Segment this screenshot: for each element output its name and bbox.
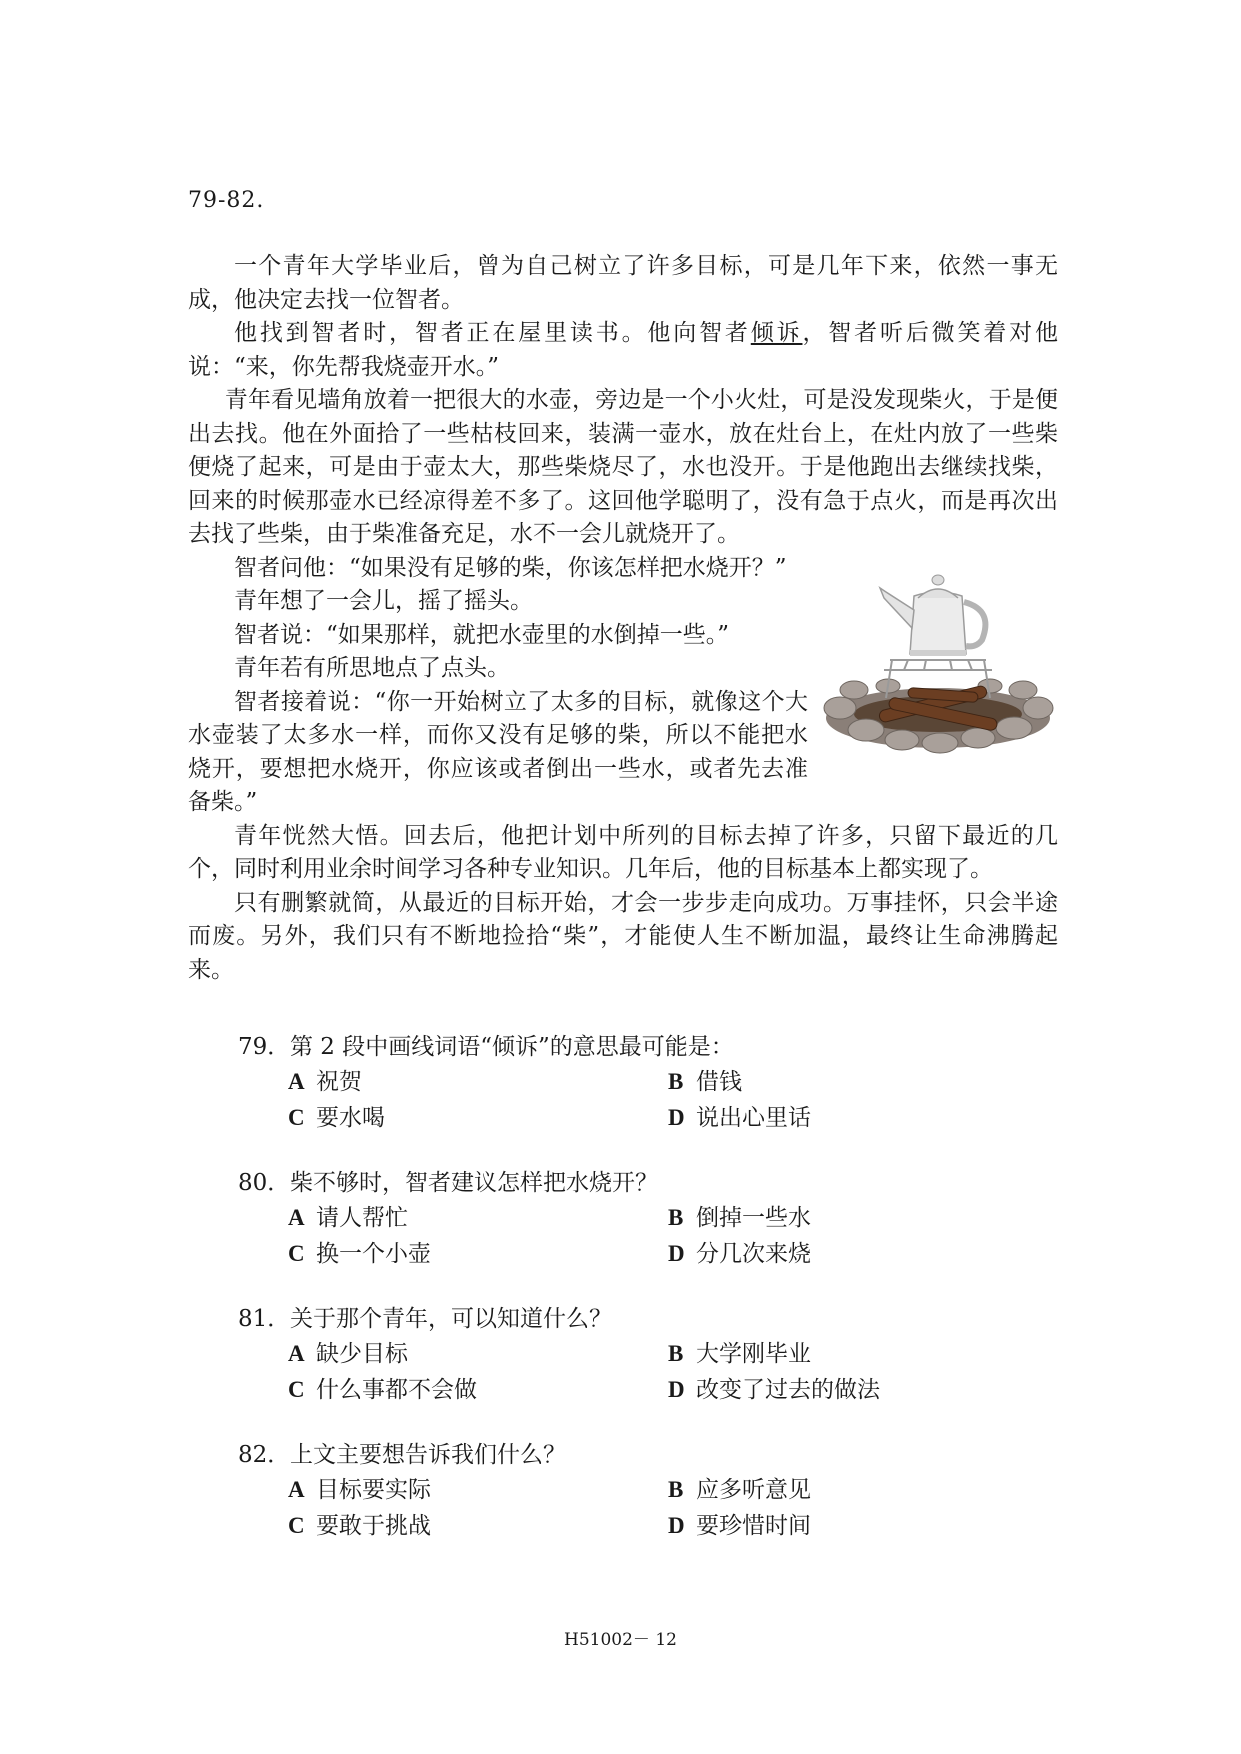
passage-paragraph-1: 一个青年大学毕业后，曾为自己树立了许多目标，可是几年下来，依然一事无成，他决定去找一位智者。 — [188, 253, 1058, 313]
option-grid — [288, 1472, 958, 1544]
option-letter: B — [668, 1477, 684, 1502]
question-stem — [238, 1030, 958, 1064]
passage-paragraph-7: 青年若有所思地点了点头。 — [234, 655, 510, 681]
question-79 — [238, 1030, 958, 1136]
passage-paragraph-9: 青年恍然大悟。回去后，他把计划中所列的目标去掉了许多，只留下最近的几个，同时利用业余时间学习各种专业知识。几年后，他的目标基本上都实现了。 — [188, 822, 1058, 882]
passage-paragraph-5: 青年想了一会儿，摇了摇头。 — [234, 588, 533, 614]
option-letter: A — [288, 1341, 305, 1366]
question-82 — [238, 1438, 958, 1544]
p2-after: ，智者听后微笑着对他说：“来，你先帮我烧壶开水。” — [188, 320, 1059, 380]
option-letter: C — [288, 1241, 305, 1266]
question-80 — [238, 1166, 958, 1272]
option-c[interactable] — [288, 1100, 668, 1136]
option-text: 应多听意见 — [696, 1477, 811, 1503]
option-text: 缺少目标 — [316, 1341, 408, 1367]
option-b[interactable] — [668, 1336, 968, 1372]
option-text: 要敢于挑战 — [316, 1513, 431, 1539]
option-letter: C — [288, 1377, 305, 1402]
option-text: 借钱 — [696, 1069, 742, 1095]
option-letter: C — [288, 1513, 305, 1538]
option-b[interactable] — [668, 1200, 968, 1236]
underlined-word: 倾诉 — [750, 320, 803, 346]
option-d[interactable] — [668, 1100, 968, 1136]
option-c[interactable] — [288, 1508, 668, 1544]
option-letter: D — [668, 1513, 685, 1538]
passage-paragraph-2 — [188, 317, 1058, 384]
option-grid — [288, 1200, 958, 1272]
question-text: 第 2 段中画线词语“倾诉”的意思最可能是： — [290, 1034, 734, 1060]
option-letter: D — [668, 1105, 685, 1130]
question-text: 柴不够时，智者建议怎样把水烧开？ — [290, 1170, 658, 1196]
option-text: 要珍惜时间 — [696, 1513, 811, 1539]
option-text: 分几次来烧 — [696, 1241, 811, 1267]
illustrated-section — [188, 552, 1058, 820]
question-stem — [238, 1302, 958, 1336]
question-number: 81． — [238, 1306, 291, 1332]
option-b[interactable] — [668, 1064, 968, 1100]
option-grid — [288, 1336, 958, 1408]
option-letter: B — [668, 1069, 684, 1094]
option-a[interactable] — [288, 1472, 668, 1508]
option-text: 倒掉一些水 — [696, 1205, 811, 1231]
option-c[interactable] — [288, 1236, 668, 1272]
question-number: 79． — [238, 1034, 291, 1060]
passage-paragraph-10: 只有删繁就简，从最近的目标开始，才会一步步走向成功。万事挂怀，只会半途而废。另外，我们只有不断地捡拾“柴”，才能使人生不断加温，最终让生命沸腾起来。 — [188, 889, 1058, 983]
question-range: 79-82. — [188, 188, 265, 213]
question-81 — [238, 1302, 958, 1408]
option-text: 什么事都不会做 — [316, 1377, 477, 1403]
option-letter: A — [288, 1205, 305, 1230]
option-letter: A — [288, 1477, 305, 1502]
option-a[interactable] — [288, 1064, 668, 1100]
option-text: 大学刚毕业 — [696, 1341, 811, 1367]
kettle-over-campfire-illustration — [818, 558, 1058, 758]
option-letter: B — [668, 1205, 684, 1230]
option-text: 说出心里话 — [696, 1105, 811, 1131]
question-list — [238, 1030, 958, 1574]
passage-paragraph-8: 智者接着说：“你一开始树立了太多的目标，就像这个大水壶装了太多水一样，而你又没有足够的柴，所以不能把水烧开，要想把水烧开，你应该或者倒出一些水，或者先去准备柴。” — [188, 688, 808, 815]
option-letter: D — [668, 1377, 685, 1402]
reading-passage — [188, 250, 1058, 987]
option-letter: D — [668, 1241, 685, 1266]
option-d[interactable] — [668, 1372, 968, 1408]
question-stem — [238, 1166, 958, 1200]
option-a[interactable] — [288, 1336, 668, 1372]
question-number: 82． — [238, 1442, 291, 1468]
option-a[interactable] — [288, 1200, 668, 1236]
option-grid — [288, 1064, 958, 1136]
option-text: 要水喝 — [316, 1105, 385, 1131]
p2-before: 他找到智者时，智者正在屋里读书。他向智者 — [234, 320, 751, 346]
page-footer: H51002－ 12 — [564, 1630, 677, 1650]
passage-paragraph-3: 青年看见墙角放着一把很大的水壶，旁边是一个小火灶，可是没发现柴火，于是便出去找。他在外面拾了一些枯枝回来，装满一壶水，放在灶台上，在灶内放了一些柴便烧了起来，可是由于壶太大，那些柴烧尽了，水也没开。于是他跑出去继续找柴，回来的时候那壶水已经凉得差不多了。这回他学聪明了，没有急于点火，而是再次出去找了些柴，由于柴准备充足，水不一会儿就烧开了。 — [188, 387, 1058, 547]
passage-paragraph-4: 智者问他：“如果没有足够的柴，你该怎样把水烧开？” — [234, 554, 787, 581]
option-d[interactable] — [668, 1236, 968, 1272]
option-text: 改变了过去的做法 — [696, 1377, 880, 1403]
option-b[interactable] — [668, 1472, 968, 1508]
option-text: 目标要实际 — [316, 1477, 431, 1503]
option-letter: C — [288, 1105, 305, 1130]
question-stem — [238, 1438, 958, 1472]
question-text: 上文主要想告诉我们什么？ — [290, 1442, 566, 1468]
passage-paragraph-6: 智者说：“如果那样，就把水壶里的水倒掉一些。” — [234, 621, 730, 648]
question-number: 80． — [238, 1170, 291, 1196]
question-text: 关于那个青年，可以知道什么？ — [290, 1306, 612, 1332]
option-letter: A — [288, 1069, 305, 1094]
option-letter: B — [668, 1341, 684, 1366]
option-c[interactable] — [288, 1372, 668, 1408]
option-text: 祝贺 — [316, 1069, 362, 1095]
option-d[interactable] — [668, 1508, 968, 1544]
option-text: 请人帮忙 — [316, 1205, 408, 1231]
option-text: 换一个小壶 — [316, 1241, 431, 1267]
